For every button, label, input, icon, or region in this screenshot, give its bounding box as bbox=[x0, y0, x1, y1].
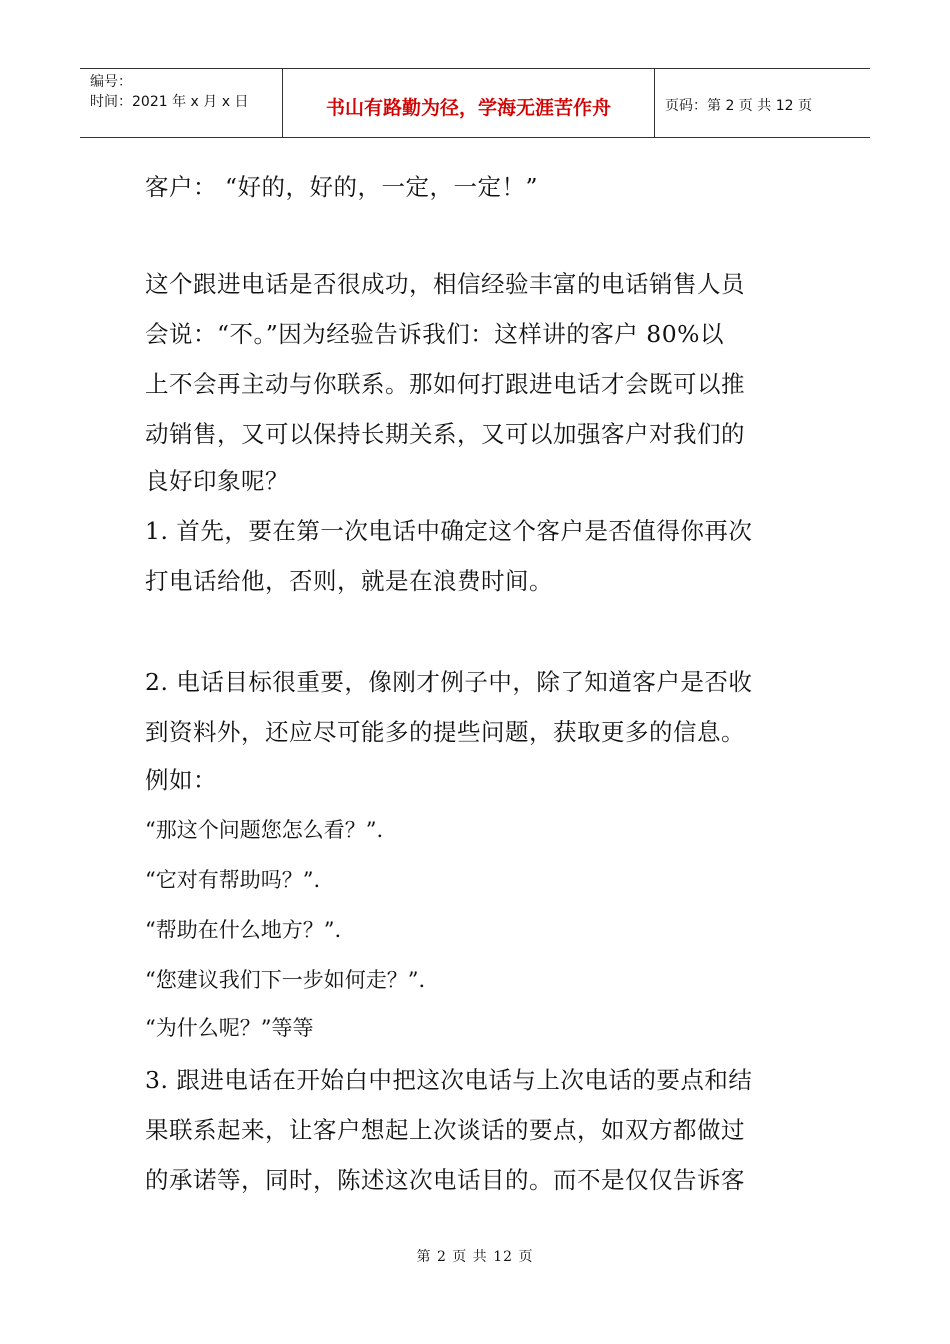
text-line: 客户： “好的，好的，一定，一定！” bbox=[145, 173, 538, 201]
quote-line: “它对有帮助吗？”. bbox=[145, 868, 321, 892]
text-line: 打电话给他，否则，就是在浪费时间。 bbox=[145, 567, 553, 595]
page-code: 页码：第 2 页 共 12 页 bbox=[665, 98, 812, 114]
text-line: 例如： bbox=[145, 766, 217, 794]
text-line: 会说：“不。”因为经验告诉我们：这样讲的客户 80%以 bbox=[145, 320, 724, 348]
document-number: 编号： bbox=[90, 74, 132, 90]
document-date: 时间：2021 年 x 月 x 日 bbox=[90, 94, 249, 110]
quote-line: “那这个问题您怎么看？”. bbox=[145, 818, 384, 842]
motto-text: 书山有路勤为径，学海无涯苦作舟 bbox=[325, 97, 611, 119]
page-footer: 第 2 页 共 12 页 bbox=[416, 1249, 534, 1265]
text-line: 3. 跟进电话在开始白中把这次电话与上次电话的要点和结 bbox=[145, 1066, 753, 1094]
header-meta-cell bbox=[80, 69, 283, 137]
header-motto-cell bbox=[283, 69, 655, 137]
text-line: 到资料外，还应尽可能多的提些问题，获取更多的信息。 bbox=[145, 718, 745, 746]
text-line: 1. 首先，要在第一次电话中确定这个客户是否值得你再次 bbox=[145, 517, 753, 545]
quote-line: “为什么呢？”等等 bbox=[145, 1016, 314, 1040]
quote-line: “您建议我们下一步如何走？”. bbox=[145, 968, 426, 992]
text-line: 的承诺等，同时，陈述这次电话目的。而不是仅仅告诉客 bbox=[145, 1166, 745, 1194]
document-header bbox=[80, 68, 870, 138]
text-line: 果联系起来，让客户想起上次谈话的要点，如双方都做过 bbox=[145, 1116, 745, 1144]
text-line: 上不会再主动与你联系。那如何打跟进电话才会既可以推 bbox=[145, 370, 745, 398]
quote-line: “帮助在什么地方？”. bbox=[145, 918, 342, 942]
text-line: 2. 电话目标很重要，像刚才例子中，除了知道客户是否收 bbox=[145, 668, 753, 696]
text-line: 良好印象呢？ bbox=[145, 467, 289, 495]
header-page-cell bbox=[655, 69, 870, 137]
text-line: 这个跟进电话是否很成功，相信经验丰富的电话销售人员 bbox=[145, 270, 745, 298]
text-line: 动销售，又可以保持长期关系，又可以加强客户对我们的 bbox=[145, 420, 745, 448]
